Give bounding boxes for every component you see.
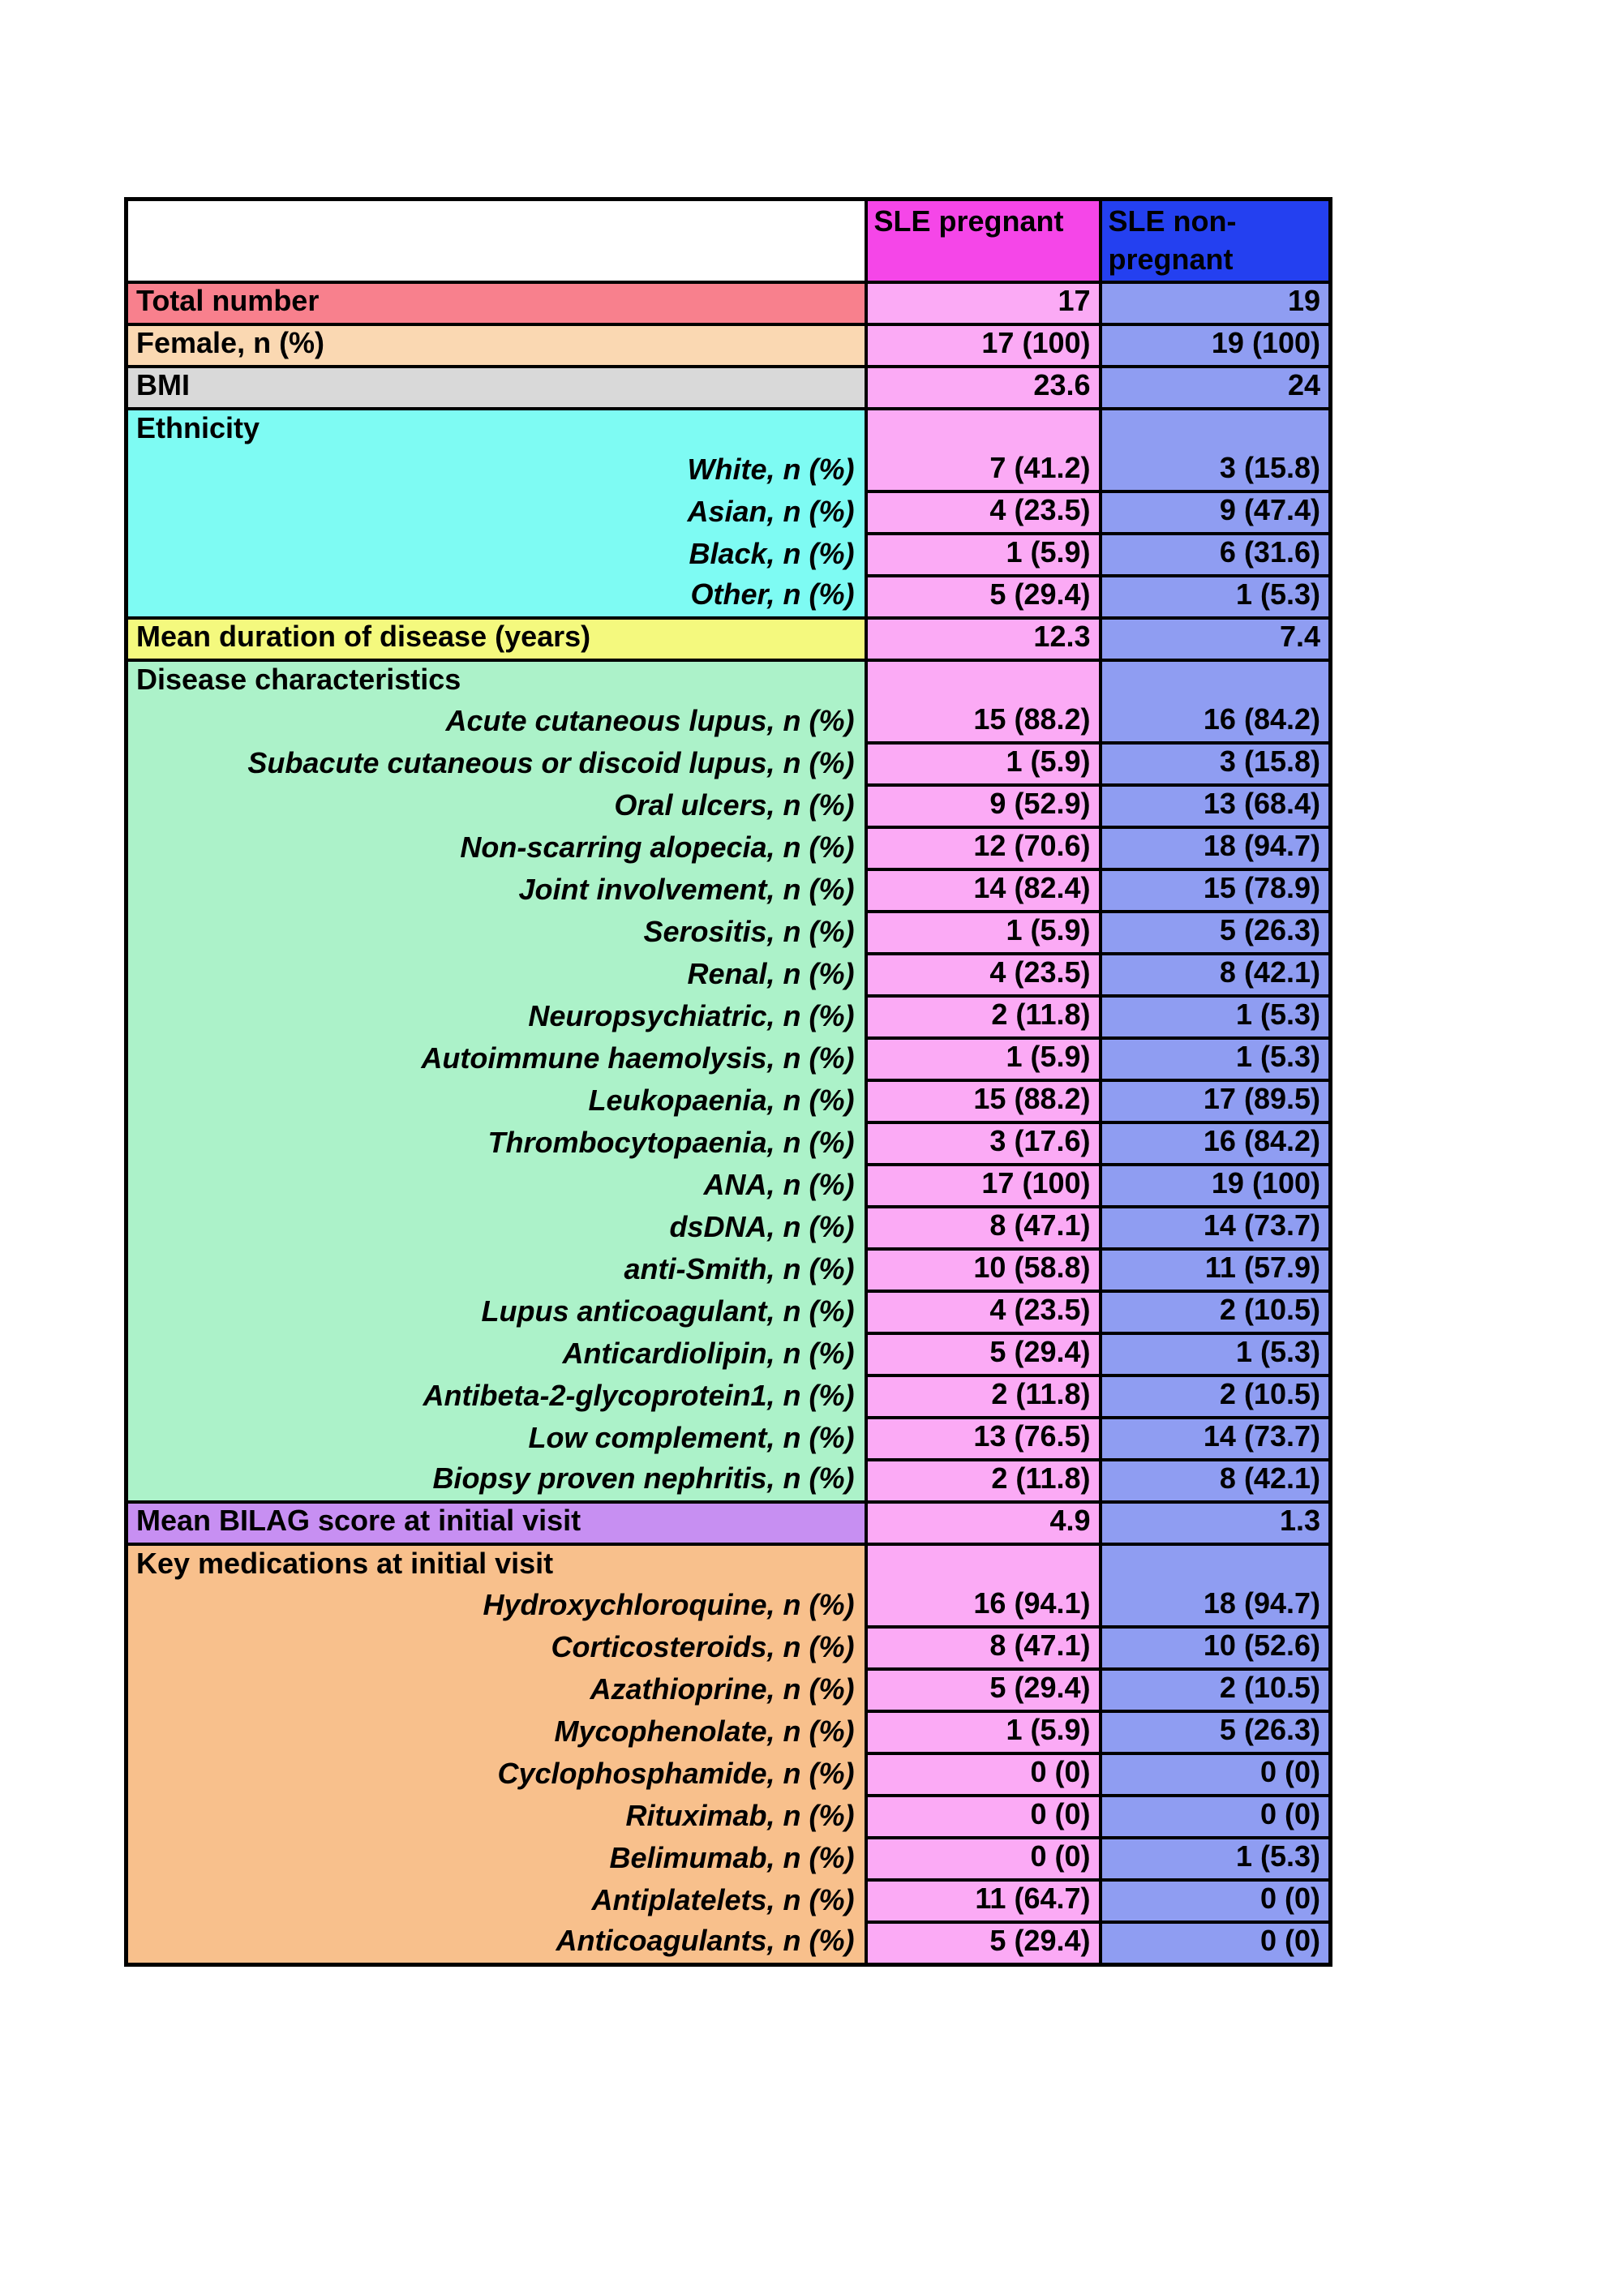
value-pregnant: 0 (0) (866, 1753, 1101, 1796)
row-label-anticoagulants: Anticoagulants, n (%) (127, 1922, 866, 1965)
row-label-mean-bilag: Mean BILAG score at initial visit (127, 1502, 866, 1544)
value-pregnant: 5 (29.4) (866, 576, 1101, 618)
row-label-acute-cutaneous-lupus: Acute cutaneous lupus, n (%) (127, 702, 866, 743)
value-pregnant: 5 (29.4) (866, 1669, 1101, 1711)
row-label-black: Black, n (%) (127, 534, 866, 576)
value-pregnant: 12.3 (866, 618, 1101, 660)
value-pregnant: 15 (88.2) (866, 1080, 1101, 1122)
value-pregnant: 1 (5.9) (866, 534, 1101, 576)
value-pregnant: 3 (17.6) (866, 1122, 1101, 1165)
value-pregnant: 4.9 (866, 1502, 1101, 1544)
value-pregnant: 7 (41.2) (866, 409, 1101, 491)
value-nonpregnant: 13 (68.4) (1101, 785, 1331, 827)
section-title-ethnicity: Ethnicity (127, 409, 866, 450)
value-pregnant: 1 (5.9) (866, 1711, 1101, 1753)
value-pregnant: 4 (23.5) (866, 1291, 1101, 1333)
value-pregnant: 1 (5.9) (866, 743, 1101, 785)
value-nonpregnant: 2 (10.5) (1101, 1291, 1331, 1333)
value-pregnant: 4 (23.5) (866, 954, 1101, 996)
row-label-cyclophosphamide: Cyclophosphamide, n (%) (127, 1753, 866, 1796)
row-label-anticardiolipin: Anticardiolipin, n (%) (127, 1333, 866, 1375)
row-label-mycophenolate: Mycophenolate, n (%) (127, 1711, 866, 1753)
value-pregnant: 9 (52.9) (866, 785, 1101, 827)
value-nonpregnant: 2 (10.5) (1101, 1669, 1331, 1711)
value-pregnant: 4 (23.5) (866, 491, 1101, 534)
value-pregnant: 2 (11.8) (866, 996, 1101, 1038)
row-label-neuropsychiatric: Neuropsychiatric, n (%) (127, 996, 866, 1038)
value-nonpregnant: 1 (5.3) (1101, 576, 1331, 618)
row-label-joint-involvement: Joint involvement, n (%) (127, 869, 866, 912)
value-pregnant: 16 (94.1) (866, 1544, 1101, 1627)
row-label-asian: Asian, n (%) (127, 491, 866, 534)
value-pregnant: 11 (64.7) (866, 1880, 1101, 1922)
value-nonpregnant: 18 (94.7) (1101, 827, 1331, 869)
value-pregnant: 12 (70.6) (866, 827, 1101, 869)
section-title-disease: Disease characteristics (127, 660, 866, 702)
value-nonpregnant: 18 (94.7) (1101, 1544, 1331, 1627)
row-label-autoimmune-haemolysis: Autoimmune haemolysis, n (%) (127, 1038, 866, 1080)
row-label-renal: Renal, n (%) (127, 954, 866, 996)
row-label-leukopaenia: Leukopaenia, n (%) (127, 1080, 866, 1122)
value-nonpregnant: 8 (42.1) (1101, 954, 1331, 996)
value-nonpregnant: 16 (84.2) (1101, 660, 1331, 743)
value-pregnant: 1 (5.9) (866, 1038, 1101, 1080)
row-label-total-number: Total number (127, 282, 866, 324)
row-label-antiplatelets: Antiplatelets, n (%) (127, 1880, 866, 1922)
row-label-subacute-cutaneous: Subacute cutaneous or discoid lupus, n (%) (127, 743, 866, 785)
value-nonpregnant: 1 (5.3) (1101, 1838, 1331, 1880)
row-label-belimumab: Belimumab, n (%) (127, 1838, 866, 1880)
row-label-oral-ulcers: Oral ulcers, n (%) (127, 785, 866, 827)
value-nonpregnant: 11 (57.9) (1101, 1249, 1331, 1291)
col-header-nonpregnant: SLE non-pregnant (1101, 200, 1331, 282)
value-nonpregnant: 17 (89.5) (1101, 1080, 1331, 1122)
value-pregnant: 10 (58.8) (866, 1249, 1101, 1291)
row-label-anti-smith: anti-Smith, n (%) (127, 1249, 866, 1291)
value-nonpregnant: 14 (73.7) (1101, 1207, 1331, 1249)
value-nonpregnant: 6 (31.6) (1101, 534, 1331, 576)
value-pregnant: 8 (47.1) (866, 1207, 1101, 1249)
value-pregnant: 15 (88.2) (866, 660, 1101, 743)
row-label-other: Other, n (%) (127, 576, 866, 618)
value-nonpregnant: 1 (5.3) (1101, 996, 1331, 1038)
value-nonpregnant: 1 (5.3) (1101, 1038, 1331, 1080)
value-pregnant: 17 (866, 282, 1101, 324)
value-nonpregnant: 0 (0) (1101, 1880, 1331, 1922)
value-pregnant: 5 (29.4) (866, 1333, 1101, 1375)
row-label-dsdna: dsDNA, n (%) (127, 1207, 866, 1249)
value-pregnant: 23.6 (866, 367, 1101, 409)
sle-comparison-table (124, 197, 1332, 1967)
row-label-non-scarring-alopecia: Non-scarring alopecia, n (%) (127, 827, 866, 869)
value-nonpregnant: 19 (100) (1101, 1165, 1331, 1207)
row-label-azathioprine: Azathioprine, n (%) (127, 1669, 866, 1711)
value-nonpregnant: 2 (10.5) (1101, 1375, 1331, 1418)
header-blank-cell (127, 200, 866, 282)
value-nonpregnant: 19 (1101, 282, 1331, 324)
value-nonpregnant: 8 (42.1) (1101, 1460, 1331, 1502)
value-pregnant: 2 (11.8) (866, 1460, 1101, 1502)
value-nonpregnant: 0 (0) (1101, 1753, 1331, 1796)
value-nonpregnant: 10 (52.6) (1101, 1627, 1331, 1669)
value-nonpregnant: 3 (15.8) (1101, 409, 1331, 491)
col-header-pregnant: SLE pregnant (866, 200, 1101, 282)
row-label-serositis: Serositis, n (%) (127, 912, 866, 954)
row-label-female: Female, n (%) (127, 324, 866, 367)
value-nonpregnant: 14 (73.7) (1101, 1418, 1331, 1460)
row-label-hydroxychloroquine: Hydroxychloroquine, n (%) (127, 1586, 866, 1627)
value-pregnant: 17 (100) (866, 1165, 1101, 1207)
value-pregnant: 13 (76.5) (866, 1418, 1101, 1460)
value-nonpregnant: 9 (47.4) (1101, 491, 1331, 534)
row-label-thrombocytopaenia: Thrombocytopaenia, n (%) (127, 1122, 866, 1165)
value-pregnant: 17 (100) (866, 324, 1101, 367)
value-nonpregnant: 0 (0) (1101, 1922, 1331, 1965)
value-pregnant: 5 (29.4) (866, 1922, 1101, 1965)
value-nonpregnant: 16 (84.2) (1101, 1122, 1331, 1165)
value-nonpregnant: 15 (78.9) (1101, 869, 1331, 912)
row-label-antibeta2-glycoprotein1: Antibeta-2-glycoprotein1, n (%) (127, 1375, 866, 1418)
row-label-biopsy-proven-nephritis: Biopsy proven nephritis, n (%) (127, 1460, 866, 1502)
row-label-bmi: BMI (127, 367, 866, 409)
value-pregnant: 14 (82.4) (866, 869, 1101, 912)
value-nonpregnant: 1 (5.3) (1101, 1333, 1331, 1375)
row-label-white: White, n (%) (127, 450, 866, 491)
row-label-low-complement: Low complement, n (%) (127, 1418, 866, 1460)
value-nonpregnant: 1.3 (1101, 1502, 1331, 1544)
value-pregnant: 8 (47.1) (866, 1627, 1101, 1669)
row-label-ana: ANA, n (%) (127, 1165, 866, 1207)
value-pregnant: 0 (0) (866, 1838, 1101, 1880)
value-nonpregnant: 3 (15.8) (1101, 743, 1331, 785)
row-label-mean-duration: Mean duration of disease (years) (127, 618, 866, 660)
row-label-corticosteroids: Corticosteroids, n (%) (127, 1627, 866, 1669)
value-nonpregnant: 7.4 (1101, 618, 1331, 660)
value-pregnant: 1 (5.9) (866, 912, 1101, 954)
value-pregnant: 0 (0) (866, 1796, 1101, 1838)
row-label-lupus-anticoagulant: Lupus anticoagulant, n (%) (127, 1291, 866, 1333)
value-nonpregnant: 5 (26.3) (1101, 912, 1331, 954)
value-nonpregnant: 5 (26.3) (1101, 1711, 1331, 1753)
value-pregnant: 2 (11.8) (866, 1375, 1101, 1418)
value-nonpregnant: 24 (1101, 367, 1331, 409)
value-nonpregnant: 0 (0) (1101, 1796, 1331, 1838)
section-title-medications: Key medications at initial visit (127, 1544, 866, 1586)
value-nonpregnant: 19 (100) (1101, 324, 1331, 367)
row-label-rituximab: Rituximab, n (%) (127, 1796, 866, 1838)
